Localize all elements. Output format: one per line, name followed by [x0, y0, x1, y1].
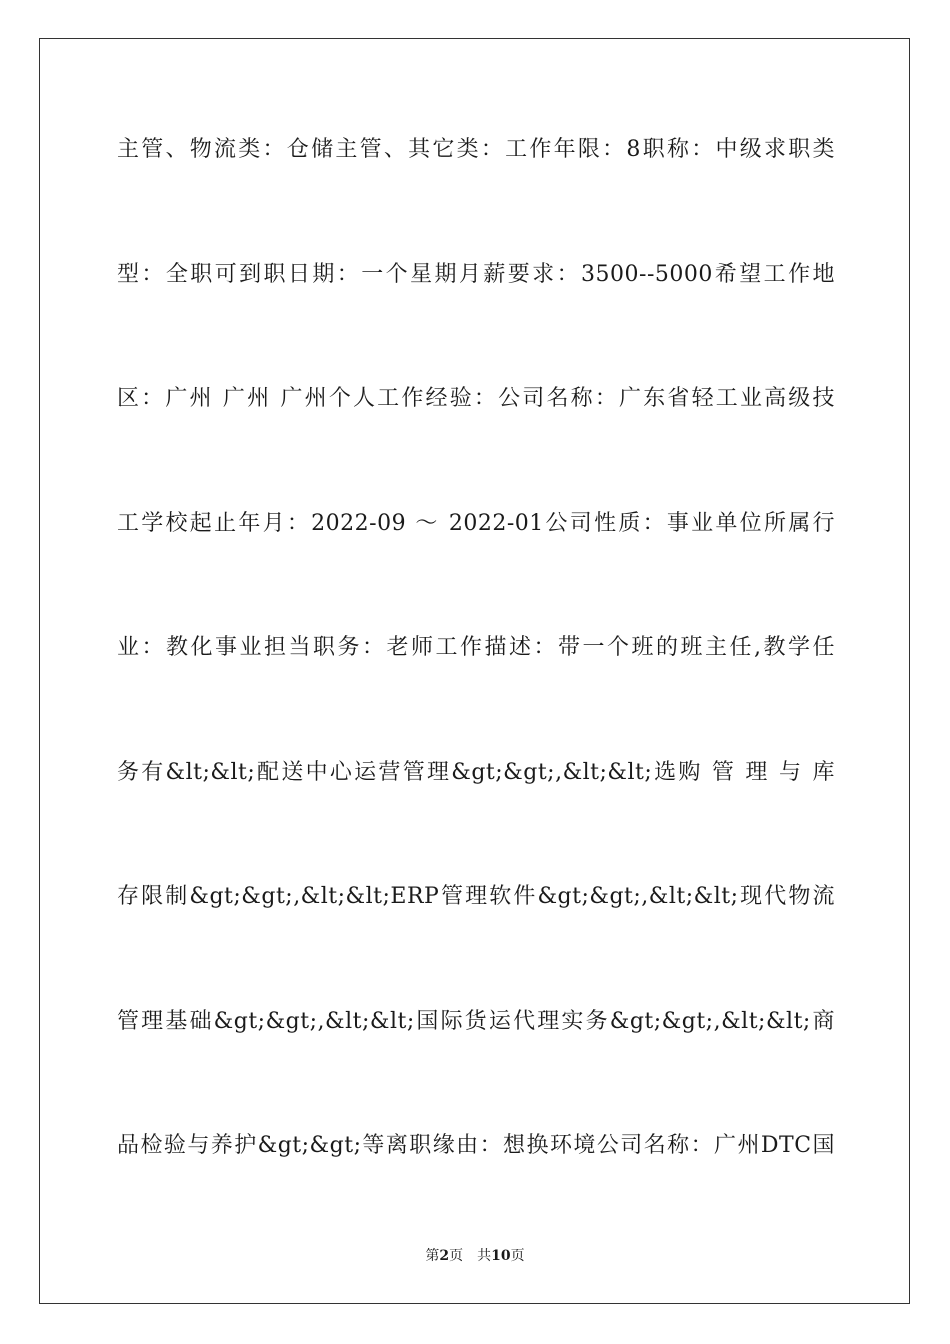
page-footer [0, 1245, 950, 1265]
total-pages: 10 [491, 1248, 511, 1264]
document-body [117, 120, 835, 1241]
text-line: 存限制&gt;&gt;,&lt;&lt;ERP管理软件&gt;&gt;,&lt;&lt;现代物流 [117, 884, 835, 909]
page-number: 2 [439, 1248, 450, 1264]
page-prefix: 第 [425, 1248, 440, 1264]
text-line: 工学校起止年月：2022-09 ～ 2022-01公司性质：事业单位所属行 [117, 510, 835, 536]
text-line: 型：全职可到职日期：一个星期月薪要求：3500--5000希望工作地 [117, 261, 835, 287]
text-line: 务有&lt;&lt;配送中心运营管理&gt;&gt;,&lt;&lt;选购 管 理 与 库 [117, 759, 835, 785]
text-line: 区：广州 广州 广州个人工作经验：公司名称：广东省轻工业高级技 [117, 386, 835, 411]
text-line: 业：教化事业担当职务：老师工作描述：带一个班的班主任,教学任 [117, 635, 835, 660]
text-line: 品检验与养护&gt;&gt;等离职缘由：想换环境公司名称：广州DTC国 [117, 1133, 835, 1158]
total-prefix: 共 [477, 1248, 492, 1264]
text-line: 主管、物流类：仓储主管、其它类：工作年限：8职称：中级求职类 [117, 137, 835, 162]
total-suffix: 页 [510, 1248, 525, 1264]
text-line: 管理基础&gt;&gt;,&lt;&lt;国际货运代理实务&gt;&gt;,&lt;&lt;商 [117, 1008, 835, 1034]
page-suffix: 页 [449, 1248, 464, 1264]
